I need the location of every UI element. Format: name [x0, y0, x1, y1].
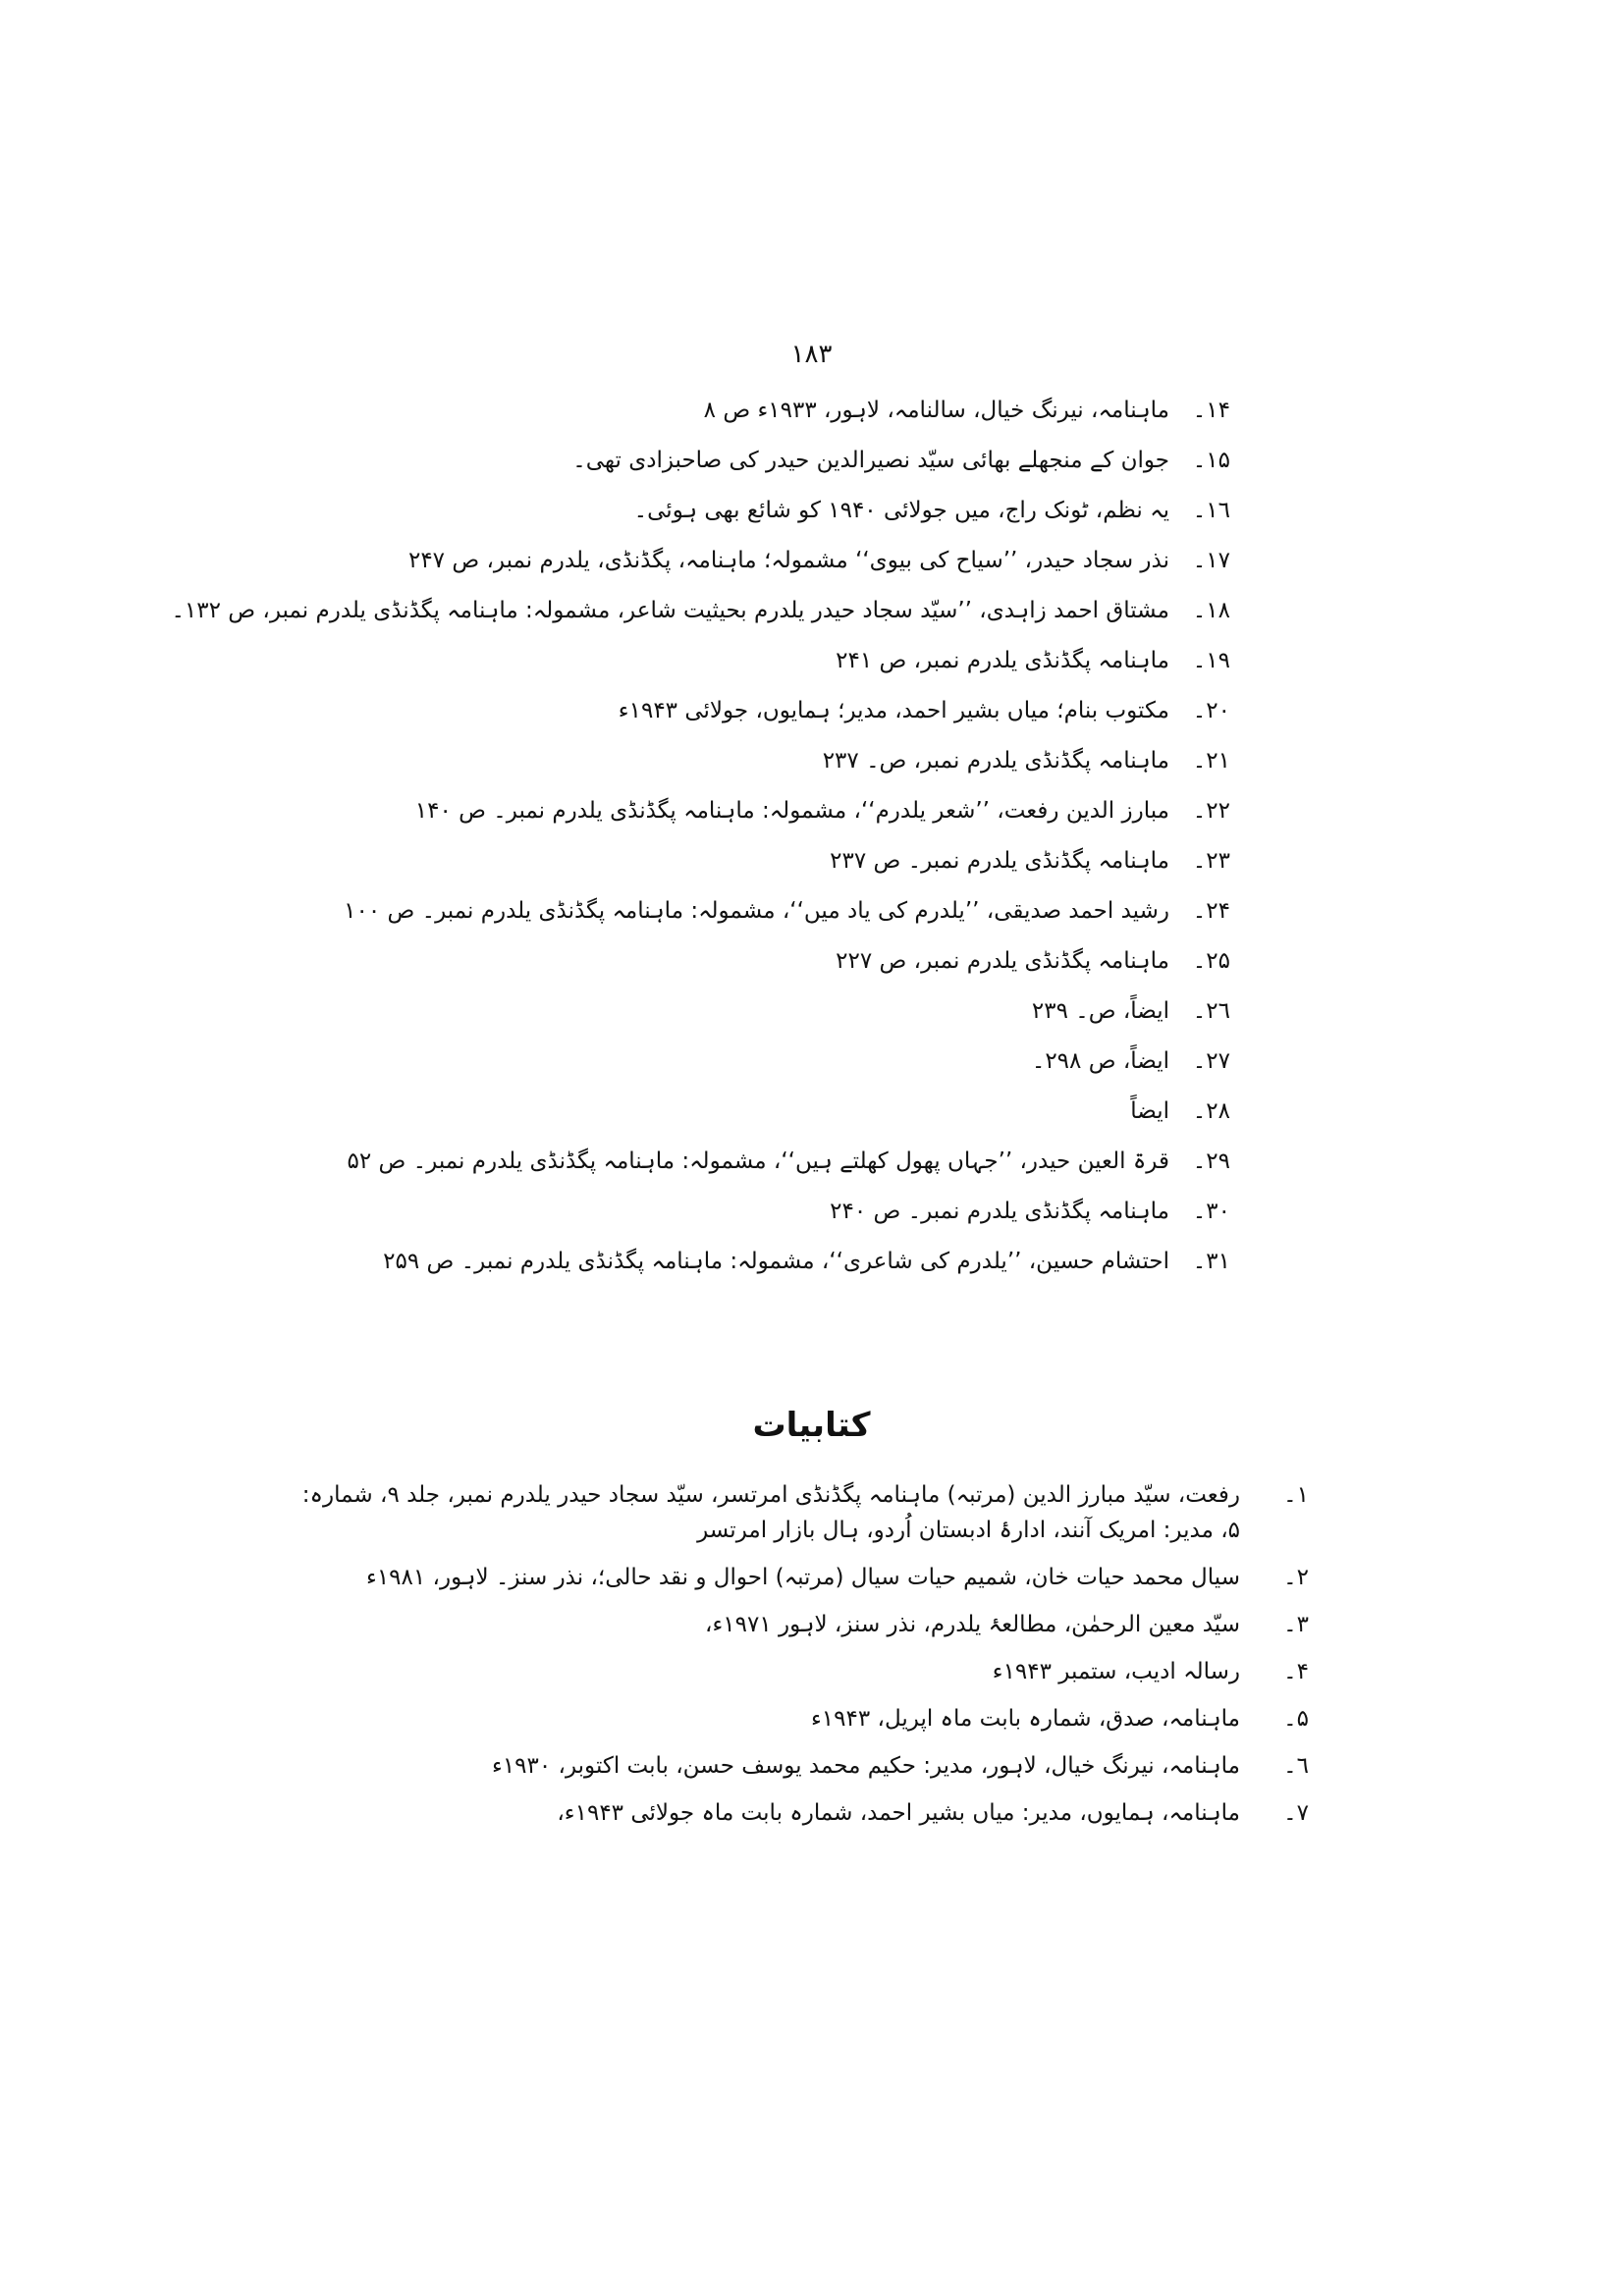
note-item-number: ٢۴۔	[1192, 898, 1230, 924]
note-item-text: ایضاً، ص۔ ۲۳۹	[1031, 998, 1169, 1024]
bibliography-item	[288, 1654, 1309, 1689]
note-item	[150, 843, 1230, 893]
note-item	[150, 443, 1230, 493]
note-item	[150, 743, 1230, 793]
note-item-number: ٢٨۔	[1192, 1098, 1230, 1124]
note-item	[150, 1194, 1230, 1244]
note-item-number: ١٨۔	[1192, 598, 1230, 623]
bibliography-item-number: ٣۔	[1283, 1612, 1309, 1637]
note-item	[150, 493, 1230, 543]
bibliography-item	[288, 1560, 1309, 1595]
note-item-text: ماہنامہ پگڈنڈی یلدرم نمبر، ص ۲۴۱	[836, 648, 1169, 673]
bibliography-list	[288, 1477, 1309, 1842]
bibliography-item-text: ماہنامہ، صدق، شمارہ بابت ماہ اپریل، ۱۹۴۳ء	[810, 1706, 1240, 1732]
bibliography-item	[288, 1477, 1309, 1548]
bibliography-item-text: ماہنامہ، نیرنگ خیال، لاہور، مدیر: حکیم محمد یوسف حسن، بابت اکتوبر، ۱۹۳۰ء	[491, 1753, 1240, 1779]
bibliography-item-text: رسالہ ادیب، ستمبر ۱۹۴۳ء	[992, 1659, 1240, 1684]
bibliography-item-number: ٢۔	[1283, 1565, 1309, 1590]
note-item-number: ٢١۔	[1192, 748, 1230, 774]
note-item-number: ٢٩۔	[1192, 1148, 1230, 1174]
bibliography-item-text: سیّد معین الرحمٰن، مطالعۂ یلدرم، نذر سنز، لاہور ۱۹۷۱ء،	[705, 1612, 1240, 1637]
note-item-number: ٢٣۔	[1192, 848, 1230, 874]
note-item	[150, 1244, 1230, 1294]
bibliography-item-number: ١۔	[1283, 1482, 1309, 1508]
note-item	[150, 1144, 1230, 1194]
note-item	[150, 643, 1230, 693]
note-item-text: ماہنامہ پگڈنڈی یلدرم نمبر، ص ۲۲۷	[836, 948, 1169, 974]
notes-list	[150, 393, 1230, 1294]
note-item-text: مشتاق احمد زاہدی، ’’سیّد سجاد حیدر یلدرم بحیثیت شاعر، مشمولہ: ماہنامہ پگڈنڈی یلدرم نمبر، ص ۱۳۲۔	[171, 598, 1169, 623]
note-item	[150, 793, 1230, 843]
note-item-number: ٢٧۔	[1192, 1048, 1230, 1074]
bibliography-item-number: ۵۔	[1283, 1706, 1309, 1732]
note-item-number: ٢٢۔	[1192, 798, 1230, 824]
note-item-text: ماہنامہ پگڈنڈی یلدرم نمبر۔ ص ۲۴۰	[830, 1199, 1169, 1224]
note-item	[150, 1043, 1230, 1094]
note-item	[150, 593, 1230, 643]
note-item-number: ١٦۔	[1192, 498, 1230, 523]
note-item-number: ١۴۔	[1192, 398, 1230, 423]
note-item-text: مبارز الدین رفعت، ’’شعر یلدرم‘‘، مشمولہ: ماہنامہ پگڈنڈی یلدرم نمبر۔ ص ۱۴۰	[414, 798, 1169, 824]
note-item-text: ایضاً، ص ۲۹۸۔	[1031, 1048, 1169, 1074]
note-item	[150, 993, 1230, 1043]
bibliography-title: کتابیات	[752, 1406, 871, 1445]
note-item-number: ٣١۔	[1192, 1249, 1230, 1274]
note-item-text: احتشام حسین، ’’یلدرم کی شاعری‘‘، مشمولہ: ماہنامہ پگڈنڈی یلدرم نمبر۔ ص ۲۵۹	[383, 1249, 1169, 1274]
note-item	[150, 543, 1230, 593]
note-item-text: ماہنامہ، نیرنگ خیال، سالنامہ، لاہور، ۱۹۳۳ء ص ۸	[703, 398, 1169, 423]
note-item-text: مکتوب بنام؛ میاں بشیر احمد، مدیر؛ ہمایوں، جولائی ۱۹۴۳ء	[618, 698, 1169, 723]
note-item-number: ٣٠۔	[1192, 1199, 1230, 1224]
bibliography-item-number: ٧۔	[1283, 1800, 1309, 1826]
note-item-number: ١۵۔	[1192, 448, 1230, 473]
bibliography-item-number: ٦۔	[1283, 1753, 1309, 1779]
note-item-number: ١٩۔	[1192, 648, 1230, 673]
note-item-text: قرۃ العین حیدر، ’’جہاں پھول کھلتے ہیں‘‘، مشمولہ: ماہنامہ پگڈنڈی یلدرم نمبر۔ ص ۵۲	[347, 1148, 1169, 1174]
note-item	[150, 393, 1230, 443]
page-number: ١٨٣	[790, 340, 833, 369]
note-item-number: ٢۵۔	[1192, 948, 1230, 974]
note-item-text: جوان کے منجھلے بھائی سیّد نصیرالدین حیدر کی صاحبزادی تھی۔	[572, 448, 1169, 473]
bibliography-item-text: رفعت، سیّد مبارز الدین (مرتبہ) ماہنامہ پگڈنڈی امرتسر، سیّد سجاد حیدر یلدرم نمبر، جلد ۹، شمارہ: ۵، مدیر: امریک آنند، ادارۂ ادبستان اُردو، ہال بازار امرتسر	[301, 1482, 1240, 1543]
note-item-text: ماہنامہ پگڈنڈی یلدرم نمبر۔ ص ۲۳۷	[830, 848, 1169, 874]
note-item-text: ماہنامہ پگڈنڈی یلدرم نمبر، ص۔ ۲۳۷	[822, 748, 1169, 774]
note-item	[150, 1094, 1230, 1144]
bibliography-item-number: ۴۔	[1283, 1659, 1309, 1684]
bibliography-item	[288, 1607, 1309, 1642]
note-item-text: رشید احمد صدیقی، ’’یلدرم کی یاد میں‘‘، مشمولہ: ماہنامہ پگڈنڈی یلدرم نمبر۔ ص ۱۰۰	[344, 898, 1169, 924]
bibliography-item	[288, 1701, 1309, 1736]
note-item-text: یہ نظم، ٹونک راج، میں جولائی ۱۹۴۰ کو شائع بھی ہوئی۔	[633, 498, 1169, 523]
note-item	[150, 893, 1230, 943]
note-item-number: ٢٠۔	[1192, 698, 1230, 723]
bibliography-item-text: سیال محمد حیات خان، شمیم حیات سیال (مرتبہ) احوال و نقد حالی؛، نذر سنز۔ لاہور، ۱۹۸۱ء	[366, 1565, 1240, 1590]
note-item-number: ١٧۔	[1192, 548, 1230, 573]
bibliography-item-text: ماہنامہ، ہمایوں، مدیر: میاں بشیر احمد، شمارہ بابت ماہ جولائی ۱۹۴۳ء،	[557, 1800, 1240, 1826]
bibliography-item	[288, 1748, 1309, 1784]
note-item-text: ایضاً	[1130, 1098, 1169, 1124]
note-item-text: نذر سجاد حیدر، ’’سیاح کی بیوی‘‘ مشمولہ؛ ماہنامہ، پگڈنڈی، یلدرم نمبر، ص ۲۴۷	[407, 548, 1169, 573]
note-item-number: ٢٦۔	[1192, 998, 1230, 1024]
bibliography-item	[288, 1795, 1309, 1831]
note-item	[150, 943, 1230, 993]
note-item	[150, 693, 1230, 743]
